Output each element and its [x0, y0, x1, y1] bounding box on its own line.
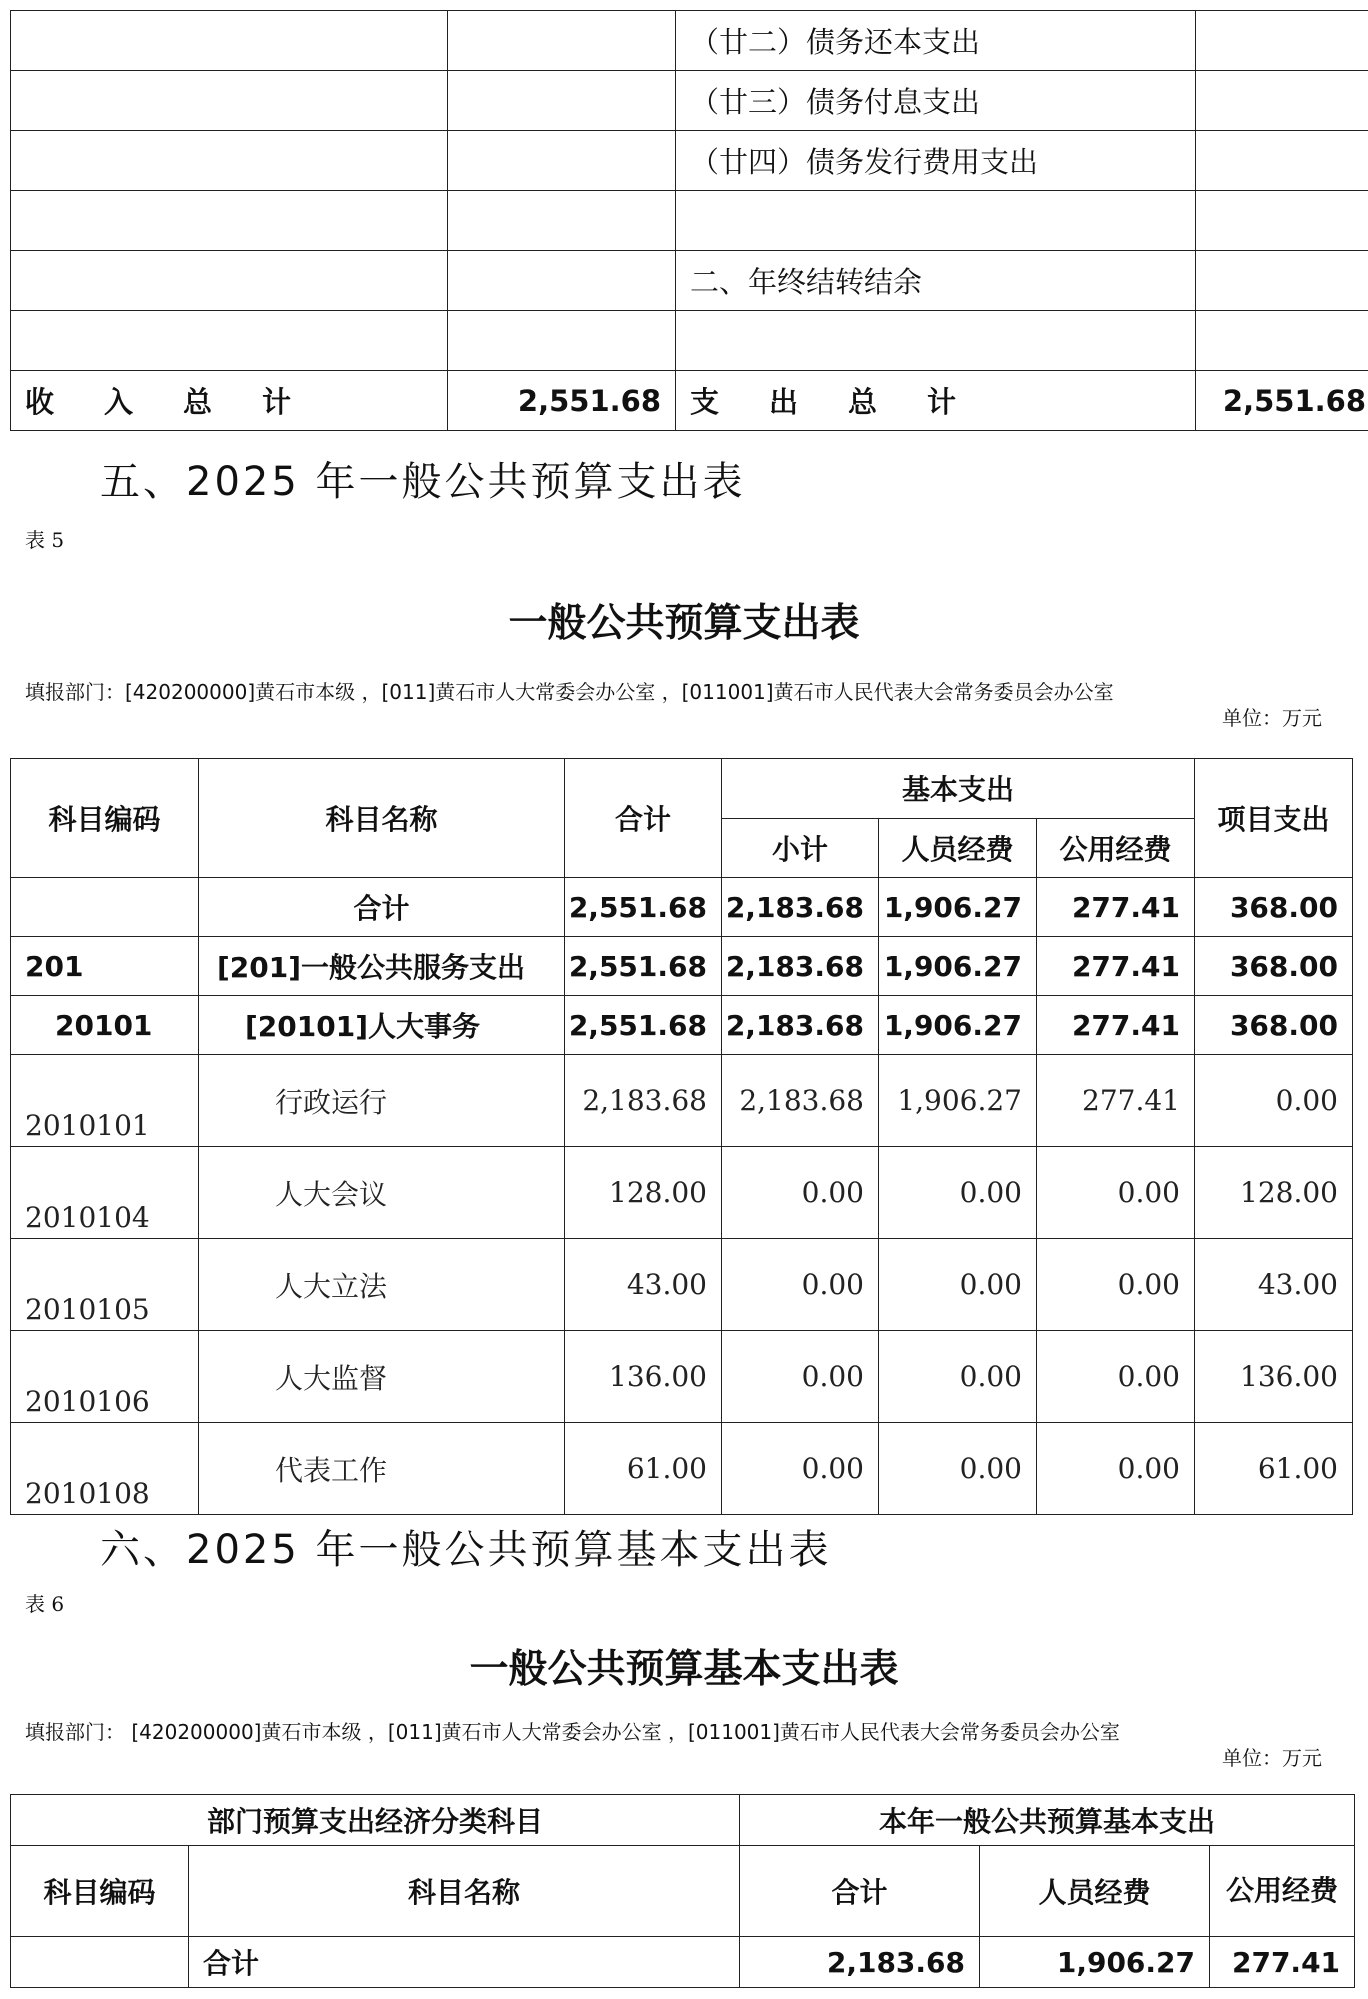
expense-item: [676, 191, 1196, 251]
col-header-public: 公用经费: [1210, 1846, 1355, 1937]
table-row: [11, 1331, 1353, 1423]
personnel-cell: 1,906.27: [980, 1937, 1210, 1988]
public-cell: 0.00: [1037, 1147, 1195, 1239]
col-header-code: 科目编码: [11, 1846, 189, 1937]
table-row: [11, 1147, 1353, 1239]
col-header-subtotal: 小计: [722, 818, 879, 878]
table-row: [11, 251, 1368, 311]
public-cell: 277.41: [1037, 996, 1195, 1055]
subtotal-cell: 2,183.68: [722, 878, 879, 937]
total-cell: 136.00: [565, 1331, 722, 1423]
total-cell: 2,551.68: [565, 996, 722, 1055]
total-cell: 2,551.68: [565, 878, 722, 937]
total-cell: 61.00: [565, 1423, 722, 1515]
name-cell: [20101]人大事务: [199, 996, 565, 1055]
subtotal-cell: 0.00: [722, 1331, 879, 1423]
col-header-public: 公用经费: [1037, 818, 1195, 878]
personnel-cell: 1,906.27: [879, 878, 1037, 937]
income-expense-summary-table: [10, 10, 1368, 431]
project-cell: 61.00: [1195, 1423, 1353, 1515]
table-row: [11, 937, 1353, 996]
name-cell: 合计: [199, 878, 565, 937]
code-cell: 2010106: [11, 1331, 199, 1423]
table-row: [11, 1423, 1353, 1515]
personnel-cell: 0.00: [879, 1239, 1037, 1331]
personnel-cell: 0.00: [879, 1331, 1037, 1423]
header-row: [11, 759, 1353, 819]
subtotal-cell: 2,183.68: [722, 996, 879, 1055]
code-cell: 20101: [11, 996, 199, 1055]
expense-item: [676, 311, 1196, 371]
name-cell: 人大会议: [199, 1147, 565, 1239]
department-line: 填报部门：[420200000]黄石市本级 ，[011]黄石市人大常委会办公室 ，[011001]黄石市人民代表大会常务委员会办公室: [25, 680, 1114, 704]
code-cell: 201: [11, 937, 199, 996]
total-row: [11, 371, 1368, 431]
col-header-name: 科目名称: [189, 1846, 740, 1937]
public-cell: 277.41: [1210, 1937, 1355, 1988]
code-cell: [11, 878, 199, 937]
subtotal-cell: 2,183.68: [722, 1055, 879, 1147]
expense-total-value: 2,551.68: [1196, 371, 1368, 431]
code-cell: 2010105: [11, 1239, 199, 1331]
table-title: 一般公共预算支出表: [508, 601, 860, 646]
public-cell: 0.00: [1037, 1331, 1195, 1423]
personnel-cell: 1,906.27: [879, 996, 1037, 1055]
table-row: [11, 1055, 1353, 1147]
col-header-personnel: 人员经费: [980, 1846, 1210, 1937]
expense-item: （廿四）债务发行费用支出: [676, 131, 1196, 191]
section-heading: 六、2025 年一般公共预算基本支出表: [100, 1527, 832, 1573]
name-cell: 代表工作: [199, 1423, 565, 1515]
project-cell: 43.00: [1195, 1239, 1353, 1331]
unit-label: 单位：万元: [1222, 1746, 1322, 1770]
col-header-total: 合计: [740, 1846, 980, 1937]
subtotal-cell: 0.00: [722, 1147, 879, 1239]
expense-total-label: 支出总计: [676, 371, 1196, 431]
col-header-econ-class: 部门预算支出经济分类科目: [11, 1795, 740, 1846]
table-row: [11, 996, 1353, 1055]
public-cell: 0.00: [1037, 1423, 1195, 1515]
col-header-basic: 基本支出: [722, 759, 1195, 819]
header-row: [11, 1846, 1355, 1937]
personnel-cell: 0.00: [879, 1147, 1037, 1239]
table-row: [11, 191, 1368, 251]
project-cell: 368.00: [1195, 878, 1353, 937]
total-cell: 128.00: [565, 1147, 722, 1239]
public-cell: 277.41: [1037, 937, 1195, 996]
code-cell: [11, 1937, 189, 1988]
section-heading: 五、2025 年一般公共预算支出表: [100, 459, 746, 505]
header-row: [11, 1795, 1355, 1846]
general-budget-basic-expenditure-table: [10, 1794, 1355, 1988]
code-cell: 2010104: [11, 1147, 199, 1239]
income-total-value: 2,551.68: [448, 371, 676, 431]
table-row: [11, 131, 1368, 191]
name-cell: 行政运行: [199, 1055, 565, 1147]
name-cell: 人大立法: [199, 1239, 565, 1331]
col-header-total: 合计: [565, 759, 722, 878]
project-cell: 368.00: [1195, 996, 1353, 1055]
subtotal-cell: 0.00: [722, 1423, 879, 1515]
col-header-basic-this-year: 本年一般公共预算基本支出: [740, 1795, 1355, 1846]
project-cell: 0.00: [1195, 1055, 1353, 1147]
col-header-project: 项目支出: [1195, 759, 1353, 878]
personnel-cell: 1,906.27: [879, 937, 1037, 996]
code-cell: 2010101: [11, 1055, 199, 1147]
col-header-name: 科目名称: [199, 759, 565, 878]
name-cell: 人大监督: [199, 1331, 565, 1423]
total-cell: 2,183.68: [565, 1055, 722, 1147]
table-number: 表 5: [25, 528, 65, 552]
public-cell: 277.41: [1037, 1055, 1195, 1147]
table-row: [11, 71, 1368, 131]
col-header-code: 科目编码: [11, 759, 199, 878]
table-row: [11, 1937, 1355, 1988]
public-cell: 277.41: [1037, 878, 1195, 937]
name-cell: [201]一般公共服务支出: [199, 937, 565, 996]
total-cell: 43.00: [565, 1239, 722, 1331]
expense-item: （廿三）债务付息支出: [676, 71, 1196, 131]
project-cell: 136.00: [1195, 1331, 1353, 1423]
table-row: [11, 311, 1368, 371]
general-budget-expenditure-table: [10, 758, 1353, 1515]
project-cell: 128.00: [1195, 1147, 1353, 1239]
project-cell: 368.00: [1195, 937, 1353, 996]
expense-item: 二、年终结转结余: [676, 251, 1196, 311]
code-cell: 2010108: [11, 1423, 199, 1515]
total-cell: 2,183.68: [740, 1937, 980, 1988]
table-row: [11, 11, 1368, 71]
total-cell: 2,551.68: [565, 937, 722, 996]
col-header-personnel: 人员经费: [879, 818, 1037, 878]
personnel-cell: 0.00: [879, 1423, 1037, 1515]
table-row: [11, 1239, 1353, 1331]
table-row: [11, 878, 1353, 937]
expense-item: （廿二）债务还本支出: [676, 11, 1196, 71]
public-cell: 0.00: [1037, 1239, 1195, 1331]
table-title: 一般公共预算基本支出表: [469, 1647, 899, 1692]
table-number: 表 6: [25, 1592, 65, 1616]
subtotal-cell: 0.00: [722, 1239, 879, 1331]
name-cell: 合计: [189, 1937, 740, 1988]
department-line: 填报部门： [420200000]黄石市本级 ，[011]黄石市人大常委会办公室 ，[011001]黄石市人民代表大会常务委员会办公室: [25, 1720, 1120, 1744]
subtotal-cell: 2,183.68: [722, 937, 879, 996]
unit-label: 单位：万元: [1222, 706, 1322, 730]
personnel-cell: 1,906.27: [879, 1055, 1037, 1147]
income-total-label: 收入总计: [11, 371, 448, 431]
